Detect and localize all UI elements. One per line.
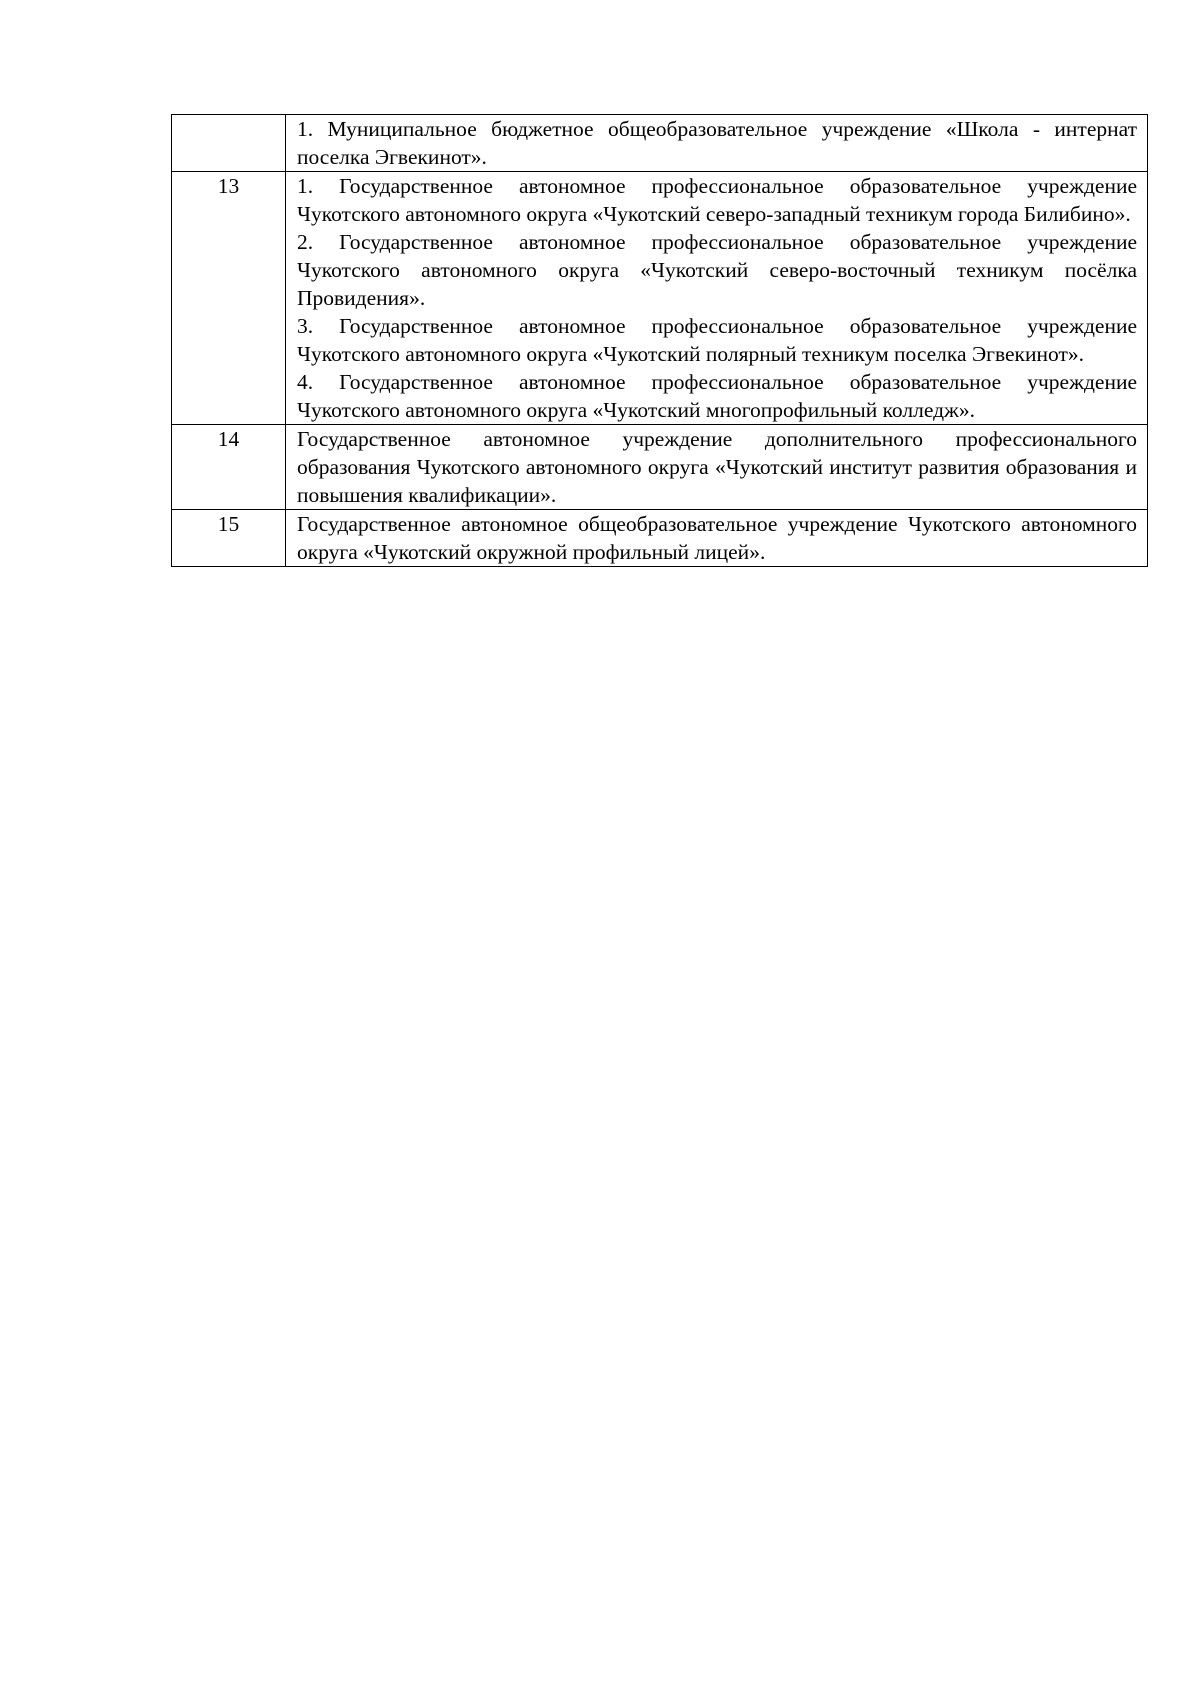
row-content — [286, 510, 1148, 567]
table-row — [172, 510, 1148, 567]
row-number: 15 — [172, 510, 286, 567]
institution-entry: Государственное автономное учреждение дополнительного профессионального образования Чукотского автономного округа «Чукотский институт развития образования и повышения квалификации». — [297, 427, 1137, 507]
table-row — [172, 425, 1148, 510]
institution-entry: 1. Государственное автономное профессиональное образовательное учреждение Чукотского автономного округа «Чукотский северо-западный техникум города Билибино». — [297, 174, 1137, 226]
institution-entry: 3. Государственное автономное профессиональное образовательное учреждение Чукотского автономного округа «Чукотский полярный техникум поселка Эгвекинот». — [297, 314, 1137, 366]
institution-entry: 1. Муниципальное бюджетное общеобразовательное учреждение «Школа - интернат поселка Эгвекинот». — [297, 117, 1137, 169]
row-content — [286, 172, 1148, 425]
institution-entry: 4. Государственное автономное профессиональное образовательное учреждение Чукотского автономного округа «Чукотский многопрофильный колледж». — [297, 370, 1137, 422]
row-content — [286, 115, 1148, 172]
row-number — [172, 115, 286, 172]
row-number: 13 — [172, 172, 286, 425]
institutions-table — [171, 114, 1148, 567]
institution-entry: Государственное автономное общеобразовательное учреждение Чукотского автономного округа «Чукотский окружной профильный лицей». — [297, 512, 1137, 564]
row-content — [286, 425, 1148, 510]
table-row — [172, 115, 1148, 172]
table-row — [172, 172, 1148, 425]
institution-entry: 2. Государственное автономное профессиональное образовательное учреждение Чукотского автономного округа «Чукотский северо-восточный техникум посёлка Провидения». — [297, 230, 1137, 310]
row-number: 14 — [172, 425, 286, 510]
